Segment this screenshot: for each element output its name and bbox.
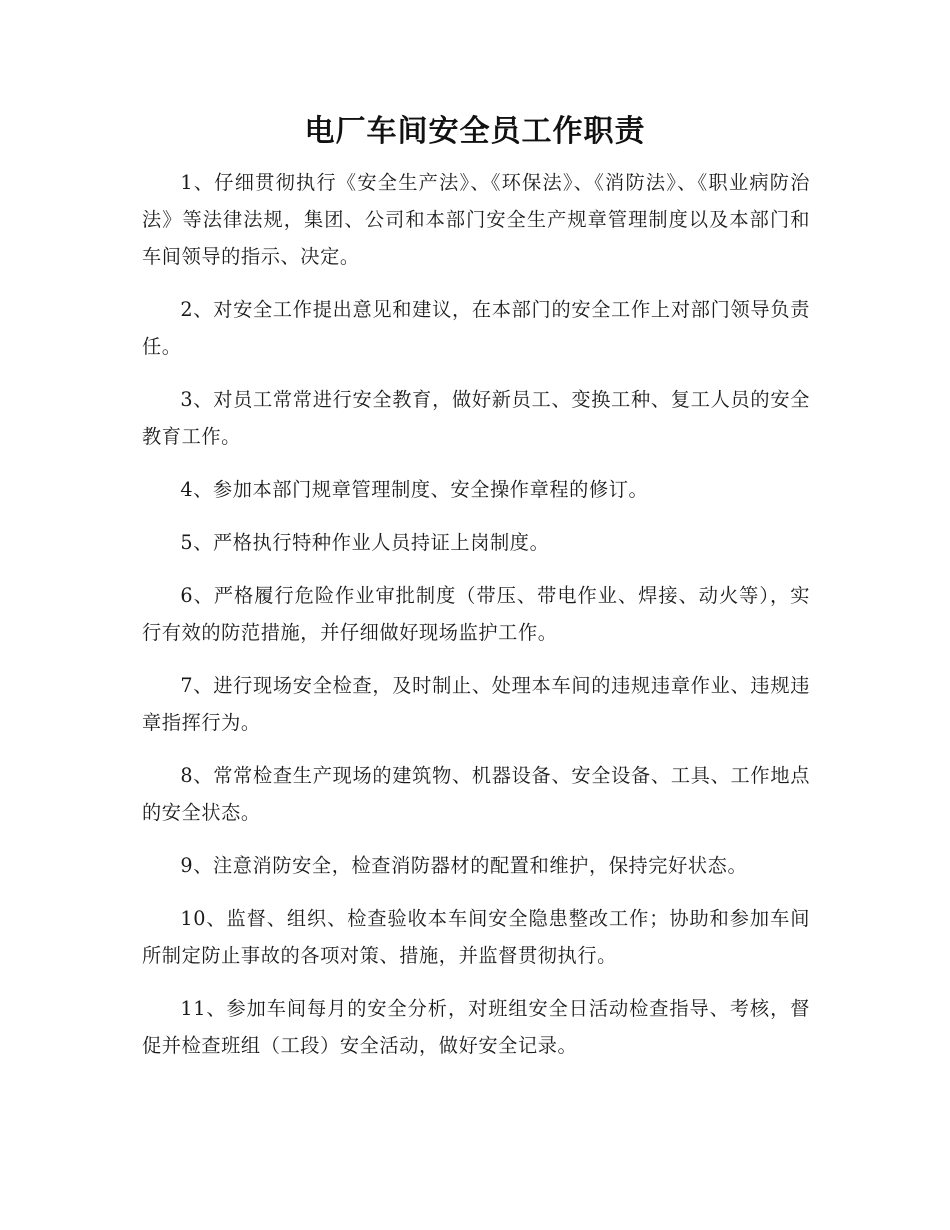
duty-paragraph-3: 3、对员工常常进行安全教育，做好新员工、变换工种、复工人员的安全教育工作。 [142,388,810,448]
duty-paragraph-7: 7、进行现场安全检查，及时制止、处理本车间的违规违章作业、违规违章指挥行为。 [142,674,810,734]
duty-paragraph-1: 1、仔细贯彻执行《安全生产法》、《环保法》、《消防法》、《职业病防治法》等法律法规，集团、公司和本部门安全生产规章管理制度以及本部门和车间领导的指示、决定。 [142,171,810,268]
duty-paragraph-5: 5、严格执行特种作业人员持证上岗制度。 [180,531,550,554]
duty-paragraph-10: 10、监督、组织、检查验收本车间安全隐患整改工作；协助和参加车间所制定防止事故的各项对策、措施，并监督贯彻执行。 [142,907,810,967]
page-title: 电厂车间安全员工作职责 [304,114,646,149]
document-body [142,164,810,1080]
duty-paragraph-11: 11、参加车间每月的安全分析，对班组安全日活动检查指导、考核，督促并检查班组（工段）安全活动，做好安全记录。 [142,997,810,1057]
duty-paragraph-8: 8、常常检查生产现场的建筑物、机器设备、安全设备、工具、工作地点的安全状态。 [142,764,810,824]
duty-paragraph-6: 6、严格履行危险作业审批制度（带压、带电作业、焊接、动火等），实行有效的防范措施，并仔细做好现场监护工作。 [142,584,810,644]
duty-paragraph-9: 9、注意消防安全，检查消防器材的配置和维护，保持完好状态。 [180,854,748,877]
duty-paragraph-2: 2、对安全工作提出意见和建议，在本部门的安全工作上对部门领导负责任。 [142,298,810,358]
duty-paragraph-4: 4、参加本部门规章管理制度、安全操作章程的修订。 [180,478,649,501]
